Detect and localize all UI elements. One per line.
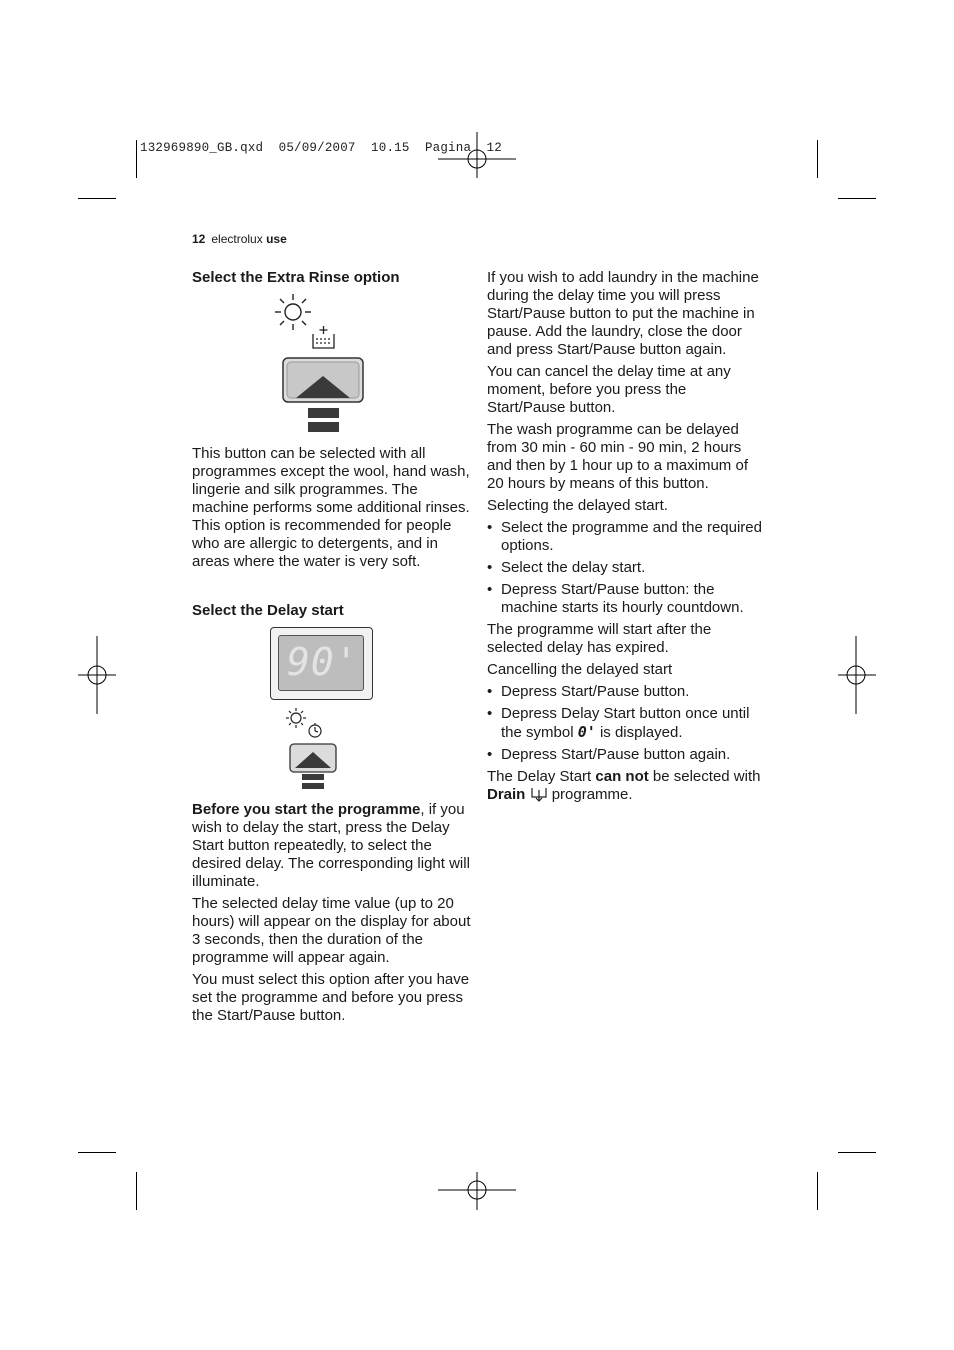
display-value: 90' <box>287 640 359 684</box>
delay-start-paragraph-1 <box>192 801 472 891</box>
delay-start-paragraph-2: The selected delay time value (up to 20 hours) will appear on the display for about 3 seconds, then the duration of the programme will appear again. <box>192 895 471 966</box>
right-column <box>487 269 767 808</box>
cancelling-steps-list <box>487 683 767 764</box>
p7-bold: can not <box>595 768 649 785</box>
page-label <box>192 232 287 246</box>
right-paragraph-6: Cancelling the delayed start <box>487 661 673 678</box>
list-item: • Select the programme and the required options. <box>487 519 767 555</box>
brand-name: electrolux <box>211 232 263 246</box>
list-item: • Depress Start/Pause button again. <box>487 746 767 764</box>
delay-start-paragraph-3: You must select this option after you have set the programme and before you press the Start/Pause button. <box>192 971 470 1024</box>
print-header: 132969890_GB.qxd 05/09/2007 10.15 Pagina 12 <box>140 141 502 155</box>
p7-post: programme. <box>551 786 633 803</box>
right-paragraph-5: The programme will start after the selected delay has expired. <box>487 621 712 656</box>
clock-icon <box>309 723 321 737</box>
delay-start-illustration <box>280 705 360 800</box>
extra-rinse-heading-wrap <box>192 269 472 287</box>
before-start-bold: Before you start the programme <box>192 801 421 818</box>
extra-rinse-text <box>192 445 470 571</box>
list-item: • Depress Start/Pause button. <box>487 683 767 701</box>
extra-rinse-paragraph-2: This option is recommended for people who are allergic to detergents, and in areas where the water is very soft. <box>192 517 452 570</box>
extra-rinse-illustration <box>270 288 380 448</box>
p7-mid: be selected with <box>652 768 761 785</box>
section-name: use <box>266 232 287 246</box>
zero-symbol: 0' <box>577 723 596 741</box>
extra-rinse-icon <box>313 326 334 348</box>
indicator-light-icon <box>275 294 311 330</box>
list-item <box>487 705 767 742</box>
indicator-light-icon <box>286 708 306 728</box>
extra-rinse-heading: Select the Extra Rinse option <box>192 269 400 286</box>
p7-bold-drain: Drain <box>487 786 526 803</box>
list-item: • Select the delay start. <box>487 559 767 577</box>
delay-start-text <box>192 801 472 1029</box>
p7-pre: The Delay Start <box>487 768 592 785</box>
symbol-post: is displayed. <box>599 724 683 741</box>
symbol-pre: Depress Delay Start button once until the symbol <box>501 705 750 741</box>
delay-start-heading: Select the Delay start <box>192 602 344 619</box>
page-number: 12 <box>192 232 206 246</box>
delay-display <box>270 627 373 700</box>
extra-rinse-paragraph-1: This button can be selected with all programmes except the wool, hand wash, lingerie and silk programmes. The machine performs some additional rinses. <box>192 445 470 516</box>
list-item: • Depress Start/Pause button: the machine starts its hourly countdown. <box>487 581 767 617</box>
delay-start-heading-wrap <box>192 602 472 620</box>
right-paragraph-3: The wash programme can be delayed from 30 min - 60 min - 90 min, 2 hours and then by 1 hour up to a maximum of 20 hours by means of this button. <box>487 421 748 492</box>
right-paragraph-2: You can cancel the delay time at any moment, before you press the Start/Pause button. <box>487 363 731 416</box>
right-paragraph-1: If you wish to add laundry in the machine during the delay time you will press Start/Pause button to put the machine in pause. Add the laundry, close the door and press Start/Pause button again. <box>487 269 759 358</box>
right-paragraph-4: Selecting the delayed start. <box>487 497 668 514</box>
drain-icon <box>530 786 548 802</box>
right-paragraph-7 <box>487 768 767 804</box>
before-start-rest: , if you wish to delay the start, press the Delay Start button repeatedly, to select the desired delay. The corresponding light will illuminate. <box>192 801 470 890</box>
selecting-steps-list <box>487 519 767 617</box>
